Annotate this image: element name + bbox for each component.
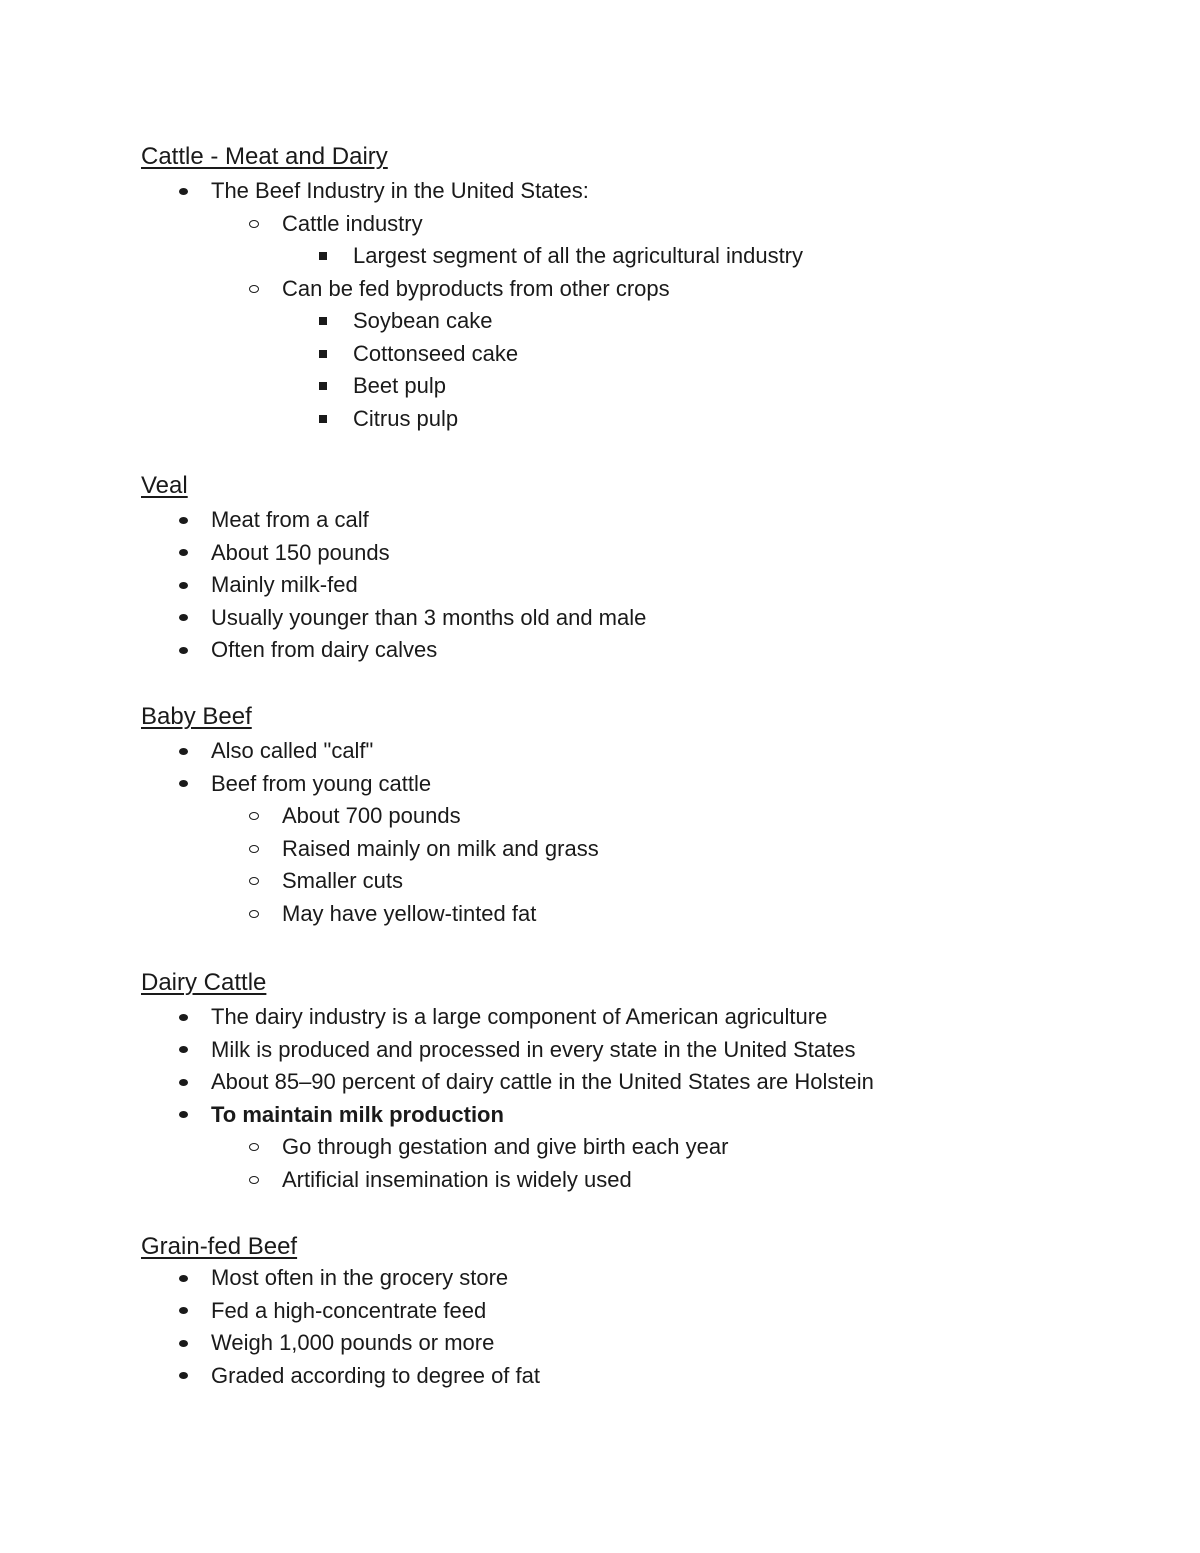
filled-bullet-icon xyxy=(179,175,188,208)
list-item xyxy=(141,504,1141,537)
list-item-text: The Beef Industry in the United States: xyxy=(211,178,589,203)
list-item xyxy=(141,338,1141,371)
filled-bullet-icon xyxy=(179,735,188,768)
list-item-text: Go through gestation and give birth each year xyxy=(282,1134,729,1159)
hollow-bullet-icon xyxy=(249,273,259,306)
list-item xyxy=(141,602,1141,635)
list-item xyxy=(141,1327,1141,1360)
list-item xyxy=(141,370,1141,403)
section-heading: Baby Beef xyxy=(141,703,252,730)
list-item xyxy=(141,768,1141,801)
list-item-text: Citrus pulp xyxy=(353,405,459,431)
list-item-text: Beet pulp xyxy=(353,373,446,398)
filled-bullet-icon xyxy=(179,634,188,667)
list-item-text: Meat from a calf xyxy=(211,507,369,532)
square-bullet-icon xyxy=(319,370,327,403)
list-item xyxy=(141,735,1141,768)
list-item-text: Smaller cuts xyxy=(282,868,404,893)
list-item xyxy=(141,1262,1141,1295)
list-item xyxy=(141,800,1141,833)
list-item xyxy=(141,569,1141,602)
hollow-bullet-icon xyxy=(249,1131,259,1164)
section-heading: Dairy Cattle xyxy=(141,969,267,996)
filled-bullet-icon xyxy=(179,1034,188,1067)
filled-bullet-icon xyxy=(179,504,188,537)
filled-bullet-icon xyxy=(179,1099,188,1132)
list-item xyxy=(141,537,1141,570)
list-item xyxy=(141,305,1141,338)
list-item-text: Also called "calf" xyxy=(211,738,374,763)
list-item-text: Often from dairy calves xyxy=(211,637,438,662)
section-heading: Grain-fed Beef xyxy=(141,1233,298,1260)
list-item-text: About 700 pounds xyxy=(282,803,461,828)
list-item-text: Weigh 1,000 pounds or more xyxy=(211,1330,495,1355)
section-heading: Veal xyxy=(141,472,188,499)
section-grain-fed-beef xyxy=(141,1232,1141,1392)
filled-bullet-icon xyxy=(179,1327,188,1360)
list-item xyxy=(141,403,1141,436)
square-bullet-icon xyxy=(319,338,327,371)
list-item xyxy=(141,634,1141,667)
filled-bullet-icon xyxy=(179,1066,188,1099)
hollow-bullet-icon xyxy=(249,865,259,898)
filled-bullet-icon xyxy=(179,1295,188,1328)
list-item xyxy=(141,1131,1141,1164)
filled-bullet-icon xyxy=(179,569,188,602)
hollow-bullet-icon xyxy=(249,800,259,833)
list-item-text: About 85–90 percent of dairy cattle in the United States are Holstein xyxy=(211,1069,874,1094)
square-bullet-icon xyxy=(319,305,327,338)
hollow-bullet-icon xyxy=(249,208,259,241)
list-item-text: May have yellow-tinted fat xyxy=(282,900,537,926)
section-cattle-meat-and-dairy xyxy=(141,142,1141,435)
list-item-text: Largest segment of all the agricultural industry xyxy=(353,243,804,268)
list-item xyxy=(141,1099,1141,1132)
bullet-list xyxy=(141,504,1141,667)
section-veal xyxy=(141,471,1141,667)
section-baby-beef xyxy=(141,702,1141,930)
list-item-text: Milk is produced and processed in every state in the United States xyxy=(211,1036,856,1062)
list-item-text: Mainly milk-fed xyxy=(211,572,358,597)
list-item-text: Artificial insemination is widely used xyxy=(282,1166,632,1192)
bullet-list xyxy=(141,1262,1141,1392)
list-item-text: Raised mainly on milk and grass xyxy=(282,835,599,861)
list-item-text: Usually younger than 3 months old and male xyxy=(211,604,647,630)
list-item xyxy=(141,1001,1141,1034)
hollow-bullet-icon xyxy=(249,1164,259,1197)
list-item-text: Cattle industry xyxy=(282,210,423,236)
list-item xyxy=(141,208,1141,241)
list-item xyxy=(141,833,1141,866)
filled-bullet-icon xyxy=(179,1262,188,1295)
list-item-text: The dairy industry is a large component of American agriculture xyxy=(211,1004,828,1029)
list-item xyxy=(141,865,1141,898)
list-item xyxy=(141,175,1141,208)
hollow-bullet-icon xyxy=(249,833,259,866)
list-item-text: To maintain milk production xyxy=(211,1101,504,1127)
filled-bullet-icon xyxy=(179,602,188,635)
bullet-list xyxy=(141,735,1141,930)
list-item xyxy=(141,1034,1141,1067)
list-item xyxy=(141,1360,1141,1393)
list-item xyxy=(141,273,1141,306)
list-item-text: Graded according to degree of fat xyxy=(211,1362,540,1388)
hollow-bullet-icon xyxy=(249,898,259,931)
filled-bullet-icon xyxy=(179,537,188,570)
square-bullet-icon xyxy=(319,403,327,436)
section-heading: Cattle - Meat and Dairy xyxy=(141,143,388,170)
list-item-text: Can be fed byproducts from other crops xyxy=(282,275,670,301)
list-item-text: Fed a high-concentrate feed xyxy=(211,1297,487,1323)
list-item xyxy=(141,898,1141,931)
list-item xyxy=(141,240,1141,273)
square-bullet-icon xyxy=(319,240,327,273)
filled-bullet-icon xyxy=(179,1360,188,1393)
bullet-list xyxy=(141,175,1141,435)
bullet-list xyxy=(141,1001,1141,1196)
list-item xyxy=(141,1164,1141,1197)
list-item-text: Beef from young cattle xyxy=(211,770,432,796)
section-dairy-cattle xyxy=(141,968,1141,1196)
list-item-text: Soybean cake xyxy=(353,308,493,333)
list-item-text: Most often in the grocery store xyxy=(211,1265,509,1290)
list-item xyxy=(141,1295,1141,1328)
filled-bullet-icon xyxy=(179,768,188,801)
list-item xyxy=(141,1066,1141,1099)
list-item-text: Cottonseed cake xyxy=(353,340,519,366)
filled-bullet-icon xyxy=(179,1001,188,1034)
list-item-text: About 150 pounds xyxy=(211,539,390,565)
